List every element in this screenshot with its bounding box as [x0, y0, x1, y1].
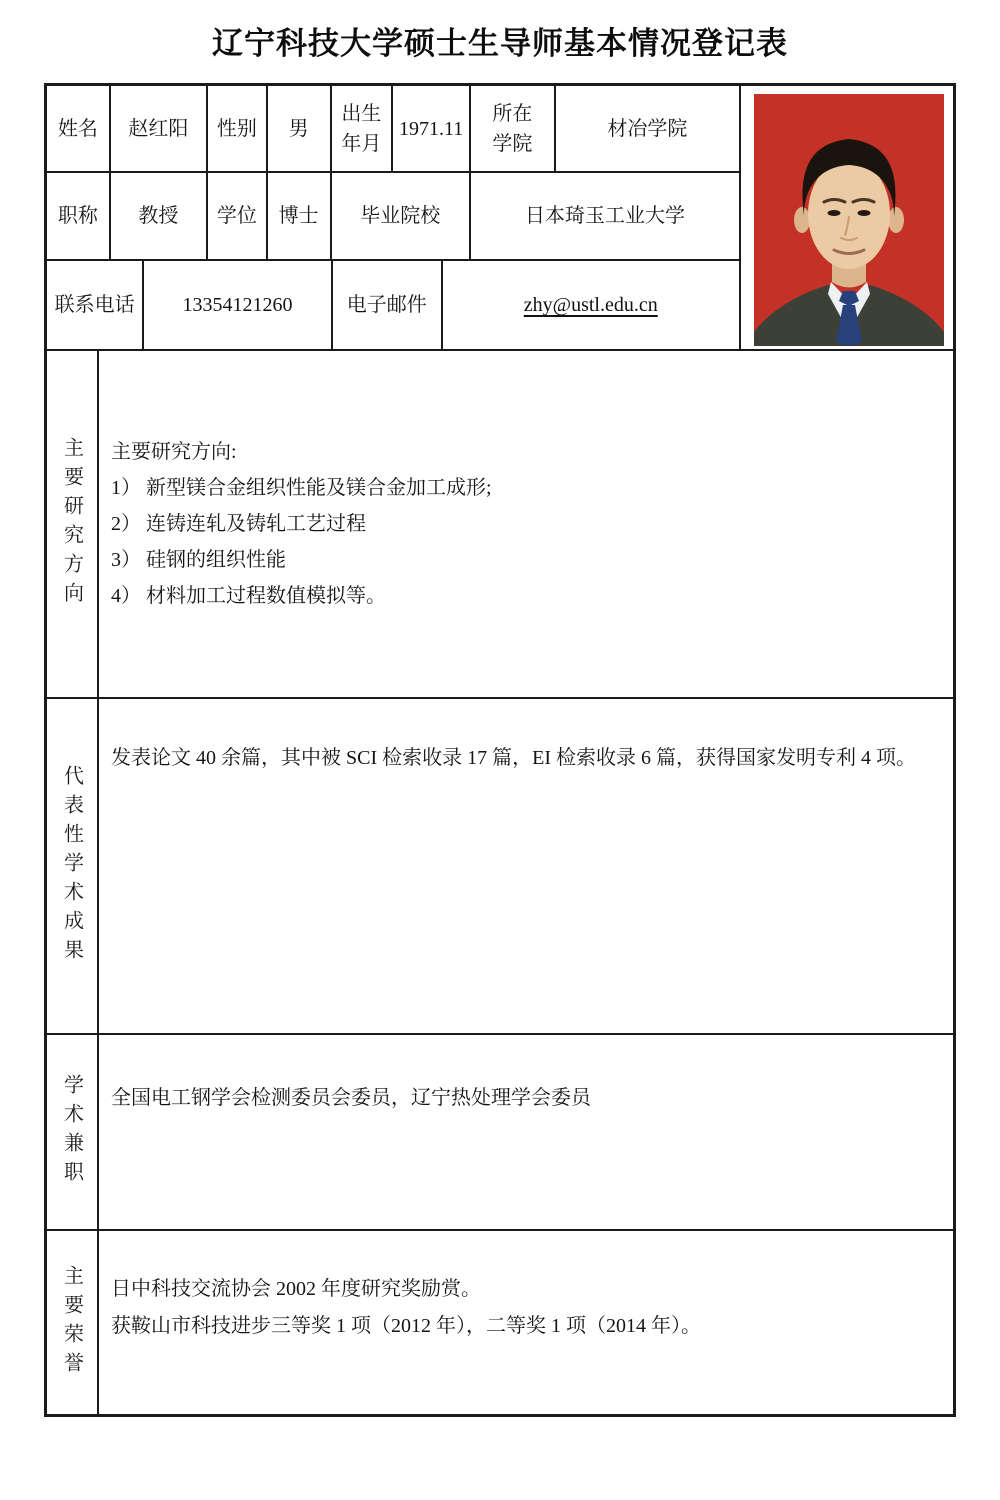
honors-line: 获鞍山市科技进步三等奖 1 项（2012 年），二等奖 1 项（2014 年）。: [111, 1315, 701, 1337]
basic-info-grid: [47, 86, 741, 349]
jobtitle-value-cell: 教授: [111, 173, 208, 259]
phone-label-cell: 联系电话: [47, 261, 144, 349]
gender-label-cell: 性别: [208, 86, 268, 171]
honors-content: [99, 1231, 953, 1414]
college-value-cell: 材冶学院: [556, 86, 741, 171]
research-section: [47, 349, 953, 697]
achievements-content: 发表论文 40 余篇，其中被 SCI 检索收录 17 篇，EI 检索收录 6 篇，获得国家发明专利 4 项。: [111, 747, 916, 769]
parttime-section: [47, 1033, 953, 1229]
portrait-eye-right: [858, 210, 871, 216]
research-label-cell: [47, 351, 99, 697]
name-label-cell: 姓名: [47, 86, 111, 171]
email-label-cell: 电子邮件: [333, 261, 443, 349]
gender-value-cell: 男: [268, 86, 332, 171]
portrait-photo: [754, 94, 944, 346]
degree-value-cell: 博士: [268, 173, 332, 259]
name-value-cell: 赵红阳: [111, 86, 208, 171]
row-phone-email: [47, 259, 741, 349]
research-label: 主要研究方向: [60, 437, 83, 611]
research-content: [99, 351, 953, 697]
research-line: 4） 材料加工过程数值模拟等。: [111, 585, 386, 607]
achievements-label: 代表性学术成果: [60, 764, 83, 968]
degree-label-cell: 学位: [208, 173, 268, 259]
achievements-label-cell: [47, 699, 99, 1033]
portrait-ear-left: [794, 207, 810, 233]
parttime-label-cell: [47, 1035, 99, 1229]
research-line: 主要研究方向:: [111, 441, 237, 463]
school-label-cell: 毕业院校: [332, 173, 471, 259]
school-value-cell: 日本琦玉工业大学: [471, 173, 741, 259]
honors-line: 日中科技交流协会 2002 年度研究奖励赏。: [111, 1278, 481, 1300]
parttime-content: 全国电工钢学会检测委员会委员，辽宁热处理学会委员: [111, 1087, 591, 1109]
research-line: 3） 硅钢的组织性能: [111, 549, 286, 571]
email-link[interactable]: zhy@ustl.edu.cn: [523, 294, 658, 316]
jobtitle-label-cell: 职称: [47, 173, 111, 259]
row-title-degree-school: [47, 171, 741, 259]
email-value-cell: [443, 261, 741, 349]
achievements-section: [47, 697, 953, 1033]
birth-value-cell: 1971.11: [393, 86, 471, 171]
row-name-gender-birth-college: [47, 86, 741, 171]
honors-label: 主要荣誉: [60, 1264, 83, 1381]
research-line: 1） 新型镁合金组织性能及镁合金加工成形;: [111, 477, 492, 499]
portrait-eye-left: [828, 210, 841, 216]
honors-label-cell: [47, 1231, 99, 1414]
form-table: [44, 83, 956, 1417]
parttime-label: 学术兼职: [60, 1074, 83, 1190]
honors-section: [47, 1229, 953, 1414]
college-label-cell: 所在学院: [471, 86, 556, 171]
research-line: 2） 连铸连轧及铸轧工艺过程: [111, 513, 366, 535]
portrait-ear-right: [888, 207, 904, 233]
page-title: 辽宁科技大学硕士生导师基本情况登记表: [212, 26, 788, 61]
birth-label-cell: 出生年月: [332, 86, 394, 171]
phone-value-cell: 13354121260: [144, 261, 333, 349]
photo-cell: [741, 86, 953, 349]
basic-info-section: [47, 86, 953, 349]
